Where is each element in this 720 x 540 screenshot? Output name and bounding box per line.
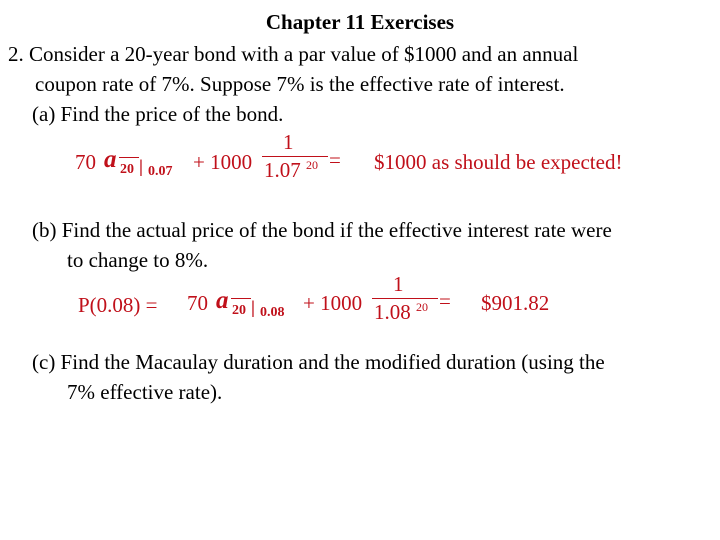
part-b-equals: = bbox=[439, 289, 451, 313]
part-a-coef: 70 bbox=[75, 150, 96, 174]
part-b-rate: 0.08 bbox=[260, 305, 285, 320]
part-b-annuity-symbol: a bbox=[216, 287, 229, 314]
part-a-n: 20 bbox=[120, 162, 134, 177]
page-title: Chapter 11 Exercises bbox=[265, 10, 455, 34]
part-a-prompt: (a) Find the price of the bond. bbox=[32, 102, 284, 126]
part-b-angle-top bbox=[231, 298, 251, 299]
part-b-n: 20 bbox=[232, 303, 246, 318]
part-b-numerator: 1 bbox=[393, 272, 404, 296]
part-a-denominator: 1.07 bbox=[264, 158, 301, 182]
part-b-prompt-line-2: to change to 8%. bbox=[67, 248, 209, 272]
part-b-coef: 70 bbox=[187, 291, 208, 315]
part-a-rate: 0.07 bbox=[148, 164, 173, 179]
part-a-angle-bar: | bbox=[139, 156, 143, 176]
part-b-angle-bar: | bbox=[251, 297, 255, 317]
part-c-prompt-line-2: 7% effective rate). bbox=[67, 380, 223, 404]
part-b-exponent: 20 bbox=[416, 300, 428, 314]
part-a-equals: = bbox=[329, 148, 341, 172]
part-b-prompt-line-1: (b) Find the actual price of the bond if the effective interest rate were bbox=[32, 218, 612, 242]
part-a-angle-top bbox=[119, 157, 139, 158]
part-b-fraction-bar bbox=[372, 298, 438, 299]
part-b-result: $901.82 bbox=[481, 291, 550, 315]
part-b-plus: + 1000 bbox=[303, 291, 363, 315]
part-a-plus: + 1000 bbox=[193, 150, 253, 174]
part-b-lhs: P(0.08) = bbox=[78, 293, 158, 317]
problem-line-2: coupon rate of 7%. Suppose 7% is the effective rate of interest. bbox=[35, 72, 565, 96]
part-a-result: $1000 as should be expected! bbox=[374, 150, 623, 174]
problem-line-1: 2. Consider a 20-year bond with a par value of $1000 and an annual bbox=[8, 42, 579, 66]
part-c-prompt-line-1: (c) Find the Macaulay duration and the modified duration (using the bbox=[32, 350, 605, 374]
part-a-exponent: 20 bbox=[306, 158, 318, 172]
part-a-annuity-symbol: a bbox=[104, 146, 117, 173]
part-a-fraction-bar bbox=[262, 156, 328, 157]
part-a-numerator: 1 bbox=[283, 130, 294, 154]
part-b-denominator: 1.08 bbox=[374, 300, 411, 324]
